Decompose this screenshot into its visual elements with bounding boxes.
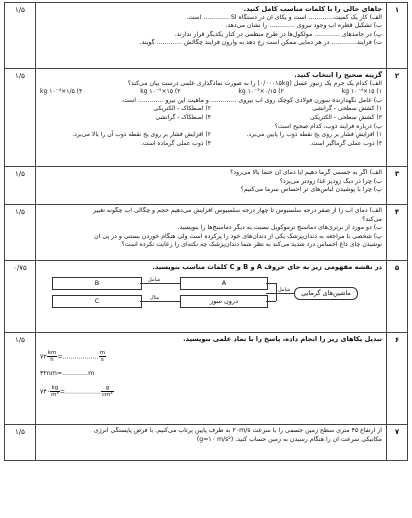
question-line: از ارتفاع ۴۵ متری سطح زمین جسمی را با سرعت ۲۰m/s به طرف پایین پرتاب می‌کنیم. با فرض پایستگی انرژی bbox=[93, 427, 382, 434]
question-score: ۱/۵ bbox=[5, 425, 36, 461]
question-number: ۷ bbox=[387, 425, 408, 461]
question-number: ۳ bbox=[387, 167, 408, 205]
concept-box-bottom: درون سوز bbox=[180, 295, 268, 308]
connector-label: شامل bbox=[278, 286, 291, 293]
question-score: ۱/۵ bbox=[5, 167, 36, 205]
option: ۱) ۱۵×۱۰⁻⁴ kg bbox=[341, 88, 382, 96]
question-line: ب) عامل نگهدارنده سوزن فولادی کوچک روی آب نیروی ............. و ماهیت این نیرو ............. است. bbox=[121, 96, 382, 104]
question-row-1 bbox=[5, 3, 408, 69]
option: ۳) ذوب عملی گرماگیر است. bbox=[309, 139, 382, 147]
question-row-6 bbox=[5, 333, 408, 425]
concept-box-main: ماشین‌های گرمایی bbox=[294, 287, 358, 300]
concept-box-c: C bbox=[52, 295, 142, 308]
question-line: مکانیکی سرعت آن را هنگام رسیدن به زمین حساب کنید. (g=۱۰ m/s²) bbox=[196, 435, 382, 443]
question-line: پ) درباره فرآیند ذوب، کدام صحیح است؟ bbox=[274, 122, 382, 130]
question-line: می‌کند؟ bbox=[362, 215, 382, 223]
concept-box-b: B bbox=[52, 277, 142, 290]
unit-row bbox=[40, 385, 382, 398]
connector-line bbox=[140, 301, 180, 302]
question-score: ۱/۵ bbox=[5, 333, 36, 425]
unit-fraction: $\frac{kg}{\text{m³}}$ bbox=[51, 384, 59, 398]
option: ۲) افزایش فشار بر روی یخ نقطه ذوب آن را بالا می‌برد. bbox=[72, 131, 211, 139]
option-list bbox=[40, 131, 382, 148]
question-line: الف) کدام یک جرم یک زنبور عسل (۰/۰۰۰۱۵kg) را به صورت نمادگذاری علمی درست بیان می‌کند؟ bbox=[127, 79, 382, 87]
question-line: الف) اگر به جسمی گرما دهیم آیا دمای آن حتماً بالا می‌رود؟ bbox=[230, 169, 382, 176]
unit-row: ۳۲nm=.............m bbox=[40, 369, 95, 377]
question-number: ۴ bbox=[387, 205, 408, 261]
option-list bbox=[40, 105, 382, 122]
question-row-2 bbox=[5, 69, 408, 167]
unit-value: ۷۲ bbox=[40, 353, 47, 361]
question-number: ۱ bbox=[387, 3, 408, 69]
question-body bbox=[36, 205, 387, 261]
question-number: ۵ bbox=[387, 261, 408, 333]
connector-line bbox=[276, 283, 277, 301]
question-score: ۰/۷۵ bbox=[5, 261, 36, 333]
question-body bbox=[36, 425, 387, 461]
exam-table bbox=[4, 2, 408, 461]
question-number: ۲ bbox=[387, 69, 408, 167]
concept-box-a: A bbox=[180, 277, 268, 290]
question-body bbox=[36, 69, 387, 167]
unit-fraction: $\frac{g}{\text{cm³}}$ bbox=[102, 384, 113, 398]
question-body bbox=[36, 3, 387, 69]
question-score: ۱/۵ bbox=[5, 3, 36, 69]
option: ۲) اصطکاک - الکتریکی bbox=[153, 105, 211, 113]
question-body bbox=[36, 167, 387, 205]
question-line: نوشیدن چای داغ احساس درد شدید می‌کند به نظر شما دندان‌پزشک چه نکته‌ای را رعایت نکرده است؟ bbox=[121, 241, 382, 249]
connector-line bbox=[266, 283, 276, 284]
question-body bbox=[36, 333, 387, 425]
option: ۴) ذوب عملی گرماده است. bbox=[141, 139, 211, 147]
question-title: گزینه صحیح را انتخاب کنید. bbox=[294, 71, 382, 79]
answer-blank: =.................. bbox=[57, 353, 99, 361]
option: ۲) ۰/۱۵×۱۰⁻³ kg bbox=[238, 88, 284, 96]
connector-label: شامل bbox=[148, 276, 161, 283]
question-line: الف) کار یک کمیت............. است و یکای آن در دستگاه SI ............. است. bbox=[186, 13, 382, 21]
option: ۴) اصطکاک - گرانشی bbox=[155, 113, 211, 121]
question-number: ۶ bbox=[387, 333, 408, 425]
question-score: ۱/۵ bbox=[5, 69, 36, 167]
question-line: ب) دو مورد از برتری‌های دماسنج ترموکوپل نسبت به دیگر دماسنج‌ها را بنویسید. bbox=[177, 224, 382, 232]
question-score: ۱/۵ bbox=[5, 205, 36, 261]
question-line: پ) شخصی با مراجعه به دندان‌پزشک یکی از دندان‌های خود را پرکرده است ولی هنگام خوردن بستنی و در پی آن bbox=[94, 232, 382, 240]
option: ۱) کشش سطحی - گرانشی bbox=[312, 105, 382, 113]
question-title: جاهای خالی را با کلمات مناسب کامل کنید. bbox=[243, 5, 382, 13]
question-line: ب) چرا در دیگ زودپز غذا زودتر می‌پزد؟ bbox=[279, 177, 382, 185]
question-line: الف) دمای آب را از صفر درجه سلسیوس تا چهار درجه سلسیوس افزایش می‌دهیم حجم و چگالی آب چگونه تغییر bbox=[93, 207, 382, 214]
question-line: ت) فرایند............. در هر دمایی ممکن است رخ دهد به وارون فرایند چگالش ............. گویند. bbox=[139, 39, 382, 47]
option: ۳) ۱۵×۱۰⁻⁵ kg bbox=[140, 88, 181, 96]
unit-row bbox=[40, 350, 382, 363]
question-title: تبدیل یکاهای زیر را انجام داده، پاسخ را با نماد علمی بنویسید. bbox=[183, 335, 382, 343]
answer-blank: =.................. bbox=[59, 388, 102, 396]
option: ۳) کشش سطحی - الکتریکی bbox=[310, 113, 382, 121]
connector-line bbox=[266, 301, 276, 302]
unit-fraction: $\frac{m}{s}$ bbox=[99, 349, 105, 363]
question-line: پ) در جامدهای ............. مولکول‌ها در طرح منظمی در کنار یکدیگر قرار ندارند. bbox=[174, 30, 382, 38]
option: ۴) ۱/۵×۱۰⁻⁴ kg bbox=[40, 88, 83, 96]
question-row-7 bbox=[5, 425, 408, 461]
unit-fraction: $\frac{km}{h}$ bbox=[47, 349, 57, 363]
question-body bbox=[36, 261, 387, 333]
connector-label: مثال bbox=[150, 294, 160, 301]
question-line: پ) چرا با پوشیدن لباس‌های تر احساس سرما می‌کنیم؟ bbox=[240, 186, 382, 194]
question-row-3 bbox=[5, 167, 408, 205]
question-row-5 bbox=[5, 261, 408, 333]
question-title: در نقشه مفهومی زیر به جای حروف A و B و C کلمات مناسب بنویسید. bbox=[152, 263, 382, 271]
concept-map bbox=[40, 275, 382, 325]
unit-value: ۷۴۰ bbox=[40, 388, 51, 396]
question-line: ب) تشکیل قطره آب وجود نیروی ............. را نشان می‌دهد. bbox=[225, 22, 382, 30]
option-list bbox=[40, 88, 382, 97]
question-row-4 bbox=[5, 205, 408, 261]
unit-conversions bbox=[40, 350, 382, 398]
option: ۱) افزایش فشار بر روی یخ نقطه ذوب را پایین می‌برد. bbox=[246, 131, 382, 139]
